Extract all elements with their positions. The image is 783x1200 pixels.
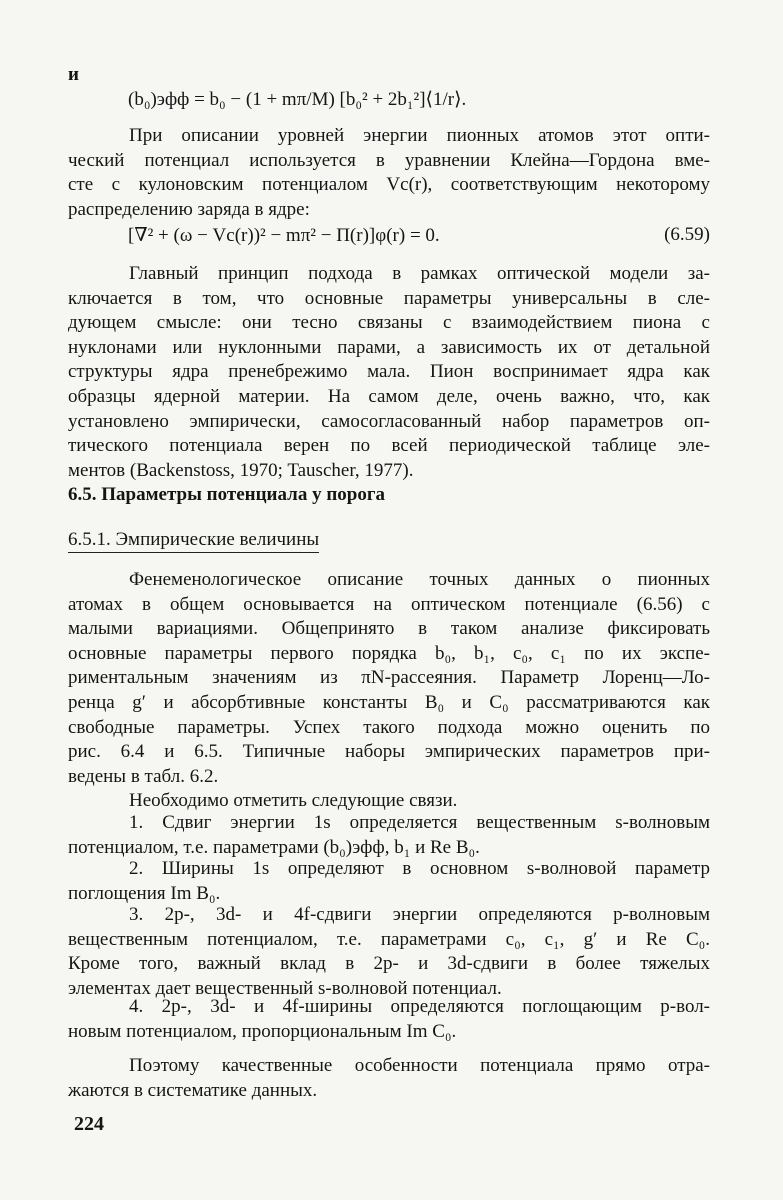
paragraph-1 <box>68 124 710 222</box>
text-line: поглощения Im B₀. <box>68 882 221 904</box>
text-line: Кроме того, важный вклад в 2p- и 3d-сдвиги в более тяжелых <box>68 953 710 975</box>
text-line: распределению заряда в ядре: <box>68 198 310 220</box>
text-line: Фенеменологическое описание точных данных о пионных <box>129 569 710 590</box>
text-line: установлено эмпирически, самосогласованный набор параметров оп- <box>68 410 710 432</box>
text-line: новым потенциалом, пропорциональным Im C₀. <box>68 1020 457 1042</box>
text-line: нуклонами или нуклонными парами, а зависимость их от детальной <box>68 336 710 358</box>
paragraph-2 <box>68 262 710 483</box>
text-line: жаются в систематике данных. <box>68 1079 318 1101</box>
text-line: тического потенциала верен по всей периодической таблице эле- <box>68 435 710 457</box>
text-line: образцы ядерной материи. На самом деле, очень важно, что, как <box>68 385 710 407</box>
text-line: 1. Сдвиг энергии 1s определяется вещественным s-волновым <box>129 812 710 833</box>
text-line: Необходимо отметить следующие связи. <box>129 790 458 812</box>
text-line: ментов (Backenstoss, 1970; Tauscher, 1977). <box>68 459 414 481</box>
text-line: вещественным потенциалом, т.е. параметрами c₀, c₁, g′ и Re C₀. <box>68 928 710 950</box>
text-line: дующем смысле: они тесно связаны с взаимодействием пиона с <box>68 312 710 334</box>
text-line: Поэтому качественные особенности потенциала прямо отра- <box>129 1055 710 1076</box>
text-line: свободные параметры. Успех такого подхода можно оценить по <box>68 716 710 738</box>
text-line: атомах в общем основывается на оптическом потенциале (6.56) с <box>68 593 710 615</box>
text-line: ренца g′ и абсорбтивные константы B₀ и C₀ рассматриваются как <box>68 691 710 713</box>
section-heading: 6.5. Параметры потенциала у порога <box>68 484 385 505</box>
text-line: основные параметры первого порядка b₀, b₁, c₀, c₁ по их экспе- <box>68 642 710 664</box>
equation-number: (6.59) <box>664 224 710 245</box>
text-line: ческий потенциал используется в уравнении Клейна—Гордона вме- <box>68 149 710 171</box>
text-line: 4. 2p-, 3d- и 4f-ширины определяются поглощающим p-вол- <box>129 996 710 1017</box>
formula-effective-b0: (b₀)эфф = b₀ − (1 + mπ/M) [b₀² + 2b₁²]⟨1/r⟩. <box>128 89 467 110</box>
formula-klein-gordon: [∇² + (ω − Vc(r))² − mπ² − Π(r)]φ(r) = 0. <box>128 225 440 246</box>
paragraph-3 <box>68 568 710 814</box>
text-line: потенциалом, т.е. параметрами (b₀)эфф, b₁ и Re B₀. <box>68 836 480 858</box>
text-line: сте с кулоновским потенциалом Vc(r), соответствующим некоторому <box>68 174 710 196</box>
text-line: рис. 6.4 и 6.5. Типичные наборы эмпирических параметров при- <box>68 741 710 763</box>
text-line: ключается в том, что основные параметры универсальны в сле- <box>68 287 710 309</box>
page-number: 224 <box>74 1113 104 1135</box>
text-line: При описании уровней энергии пионных атомов этот опти- <box>129 125 710 146</box>
text-line: элементах дает вещественный s-волновой потенциал. <box>68 977 502 999</box>
list-item-2 <box>68 857 710 906</box>
text-line: Главный принцип подхода в рамках оптической модели за- <box>129 263 710 284</box>
text-line: 3. 2p-, 3d- и 4f-сдвиги энергии определяются p-волновым <box>129 904 710 925</box>
text-line: малыми вариациями. Общепринято в таком анализе фиксировать <box>68 618 710 640</box>
subsection-heading-text: 6.5.1. Эмпирические величины <box>68 529 319 553</box>
paragraph-5 <box>68 1054 710 1103</box>
text-line: 2. Ширины 1s определяют в основном s-волновой параметр <box>129 858 710 879</box>
top-conjunction: и <box>68 64 79 85</box>
text-line: ведены в табл. 6.2. <box>68 765 219 787</box>
list-item-3 <box>68 903 710 1001</box>
text-line: риментальным значениям из πN-рассеяния. Параметр Лоренц—Ло- <box>68 667 710 689</box>
text-line: структуры ядра пренебрежимо мала. Пион воспринимает ядра как <box>68 361 710 383</box>
subsection-heading <box>68 529 319 551</box>
list-item-1 <box>68 811 710 860</box>
list-item-4 <box>68 995 710 1044</box>
